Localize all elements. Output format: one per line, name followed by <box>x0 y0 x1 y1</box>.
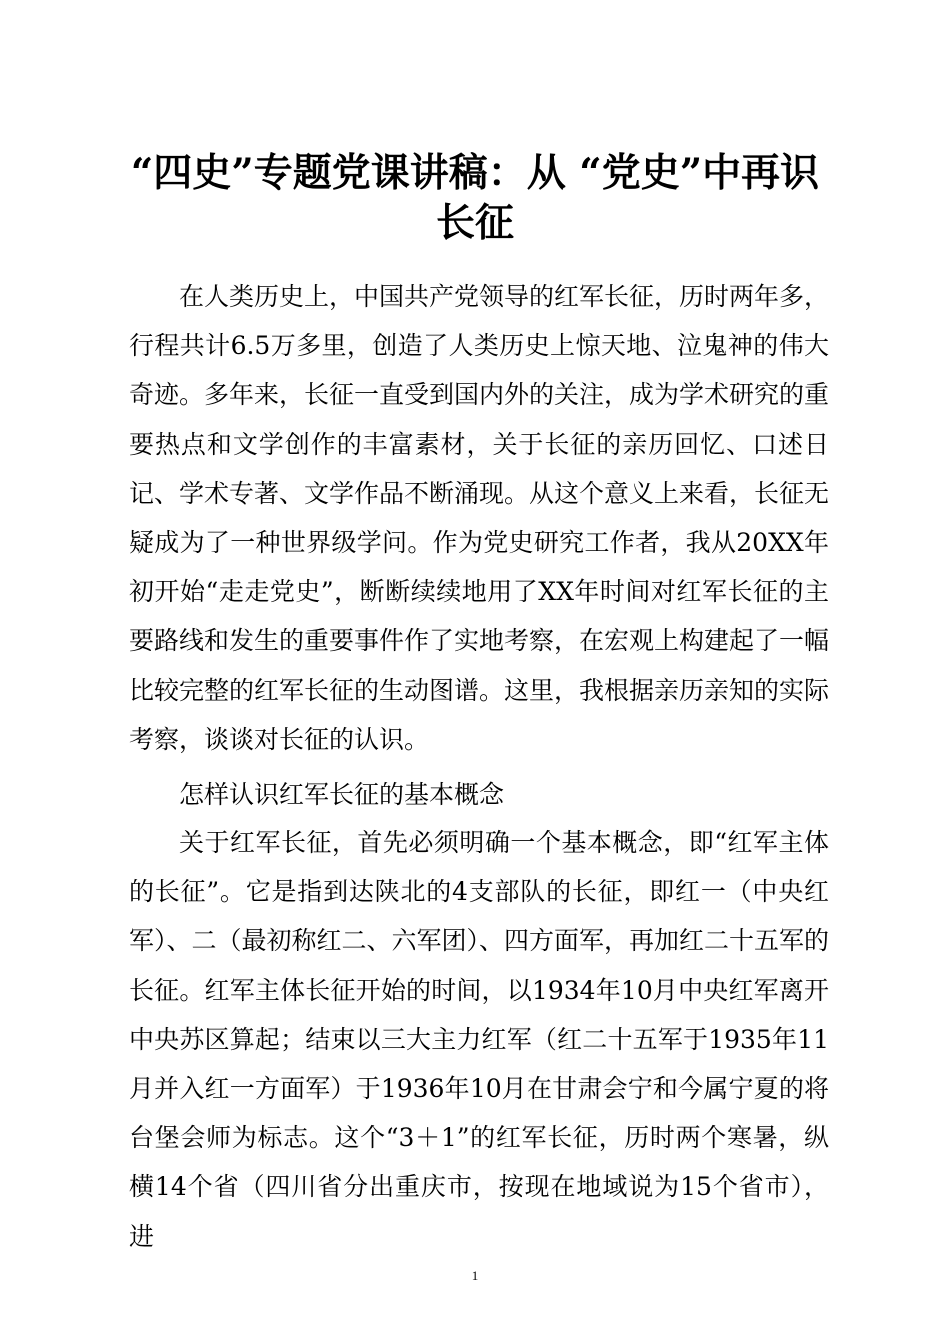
page-number: 1 <box>471 1268 479 1283</box>
paragraph-concept: 关于红军长征，首先必须明确一个基本概念，即“红军主体的长征”。它是指到达陕北的4支部队的长征，即红一（中央红军）、二（最初称红二、六军团）、四方面军，再加红二十五军的长征。红军主体长征开始的时间，以1934年10月中央红军离开中央苏区算起；结束以三大主力红军（红二十五军于1935年11月并入红一方面军）于1936年10月在甘肃会宁和今属宁夏的将台堡会师为标志。这个“3＋1”的红军长征，历时两个寒暑，纵横14个省（四川省分出重庆市，按现在地域说为15个省市），进 <box>129 828 830 1251</box>
document-title-line-2: 长征 <box>435 200 514 246</box>
document-title-line-1: “四史”专题党课讲稿：从 “党史”中再识 <box>130 150 820 196</box>
section-heading: 怎样认识红军长征的基本概念 <box>179 780 505 809</box>
paragraph-intro: 在人类历史上，中国共产党领导的红军长征，历时两年多，行程共计6.5万多里，创造了人类历史上惊天地、泣鬼神的伟大奇迹。多年来，长征一直受到国内外的关注，成为学术研究的重要热点和文学创作的丰富素材，关于长征的亲历回忆、口述日记、学术专著、文学作品不断涌现。从这个意义上来看，长征无疑成为了一种世界级学问。作为党史研究工作者，我从20XX年初开始“走走党史”，断断续续地用了XX年时间对红军长征的主要路线和发生的重要事件作了实地考察，在宏观上构建起了一幅比较完整的红军长征的生动图谱。这里，我根据亲历亲知的实际考察，谈谈对长征的认识。 <box>129 282 830 754</box>
